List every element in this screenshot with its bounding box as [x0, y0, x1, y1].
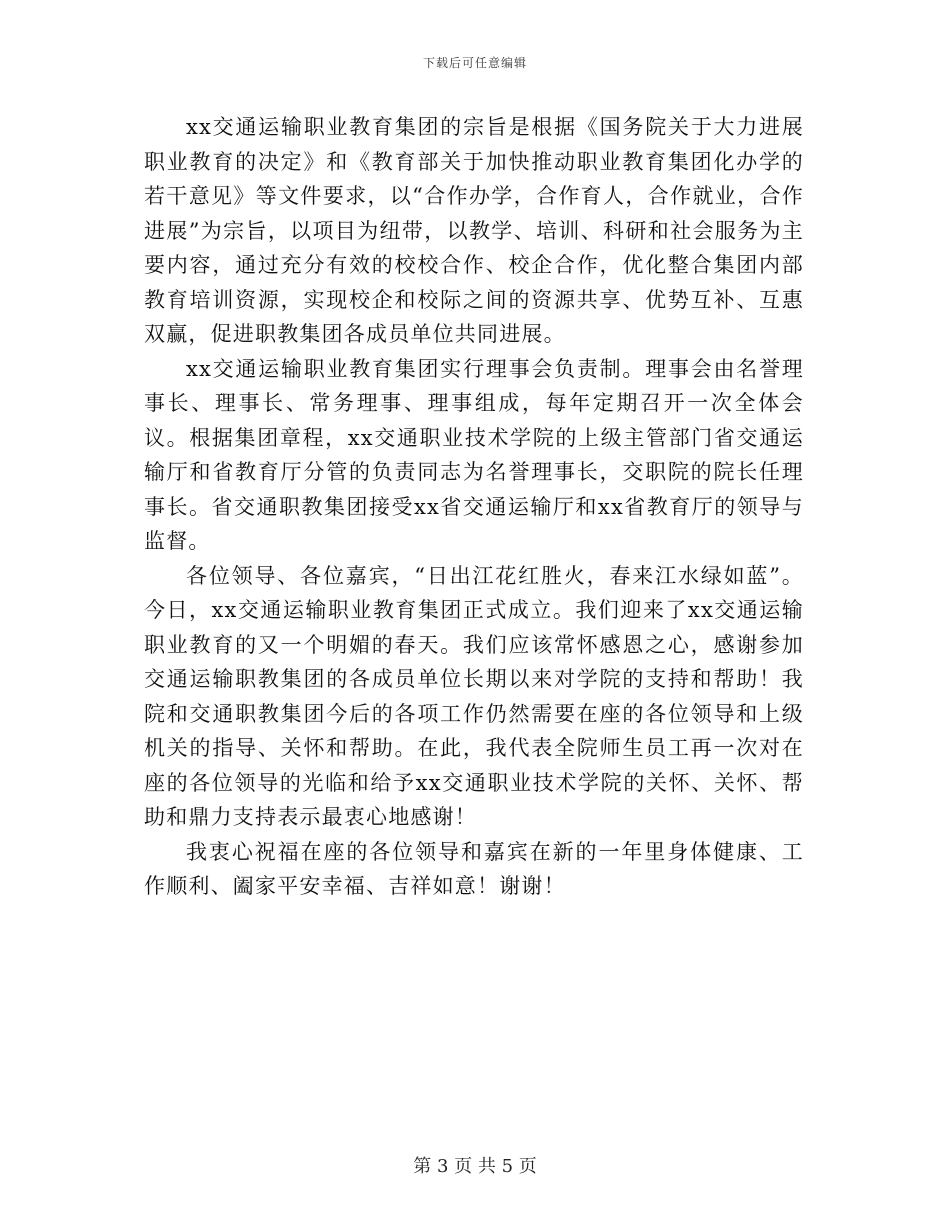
- paragraph-governance: xx交通运输职业教育集团实行理事会负责制。理事会由名誉理事长、理事长、常务理事、理事组成，每年定期召开一次全体会议。根据集团章程，xx交通职业技术学院的上级主管部门省交通运输厅和省教育厅分管的负责同志为名誉理事长，交职院的院长任理事长。省交通职教集团接受xx省交通运输厅和xx省教育厅的领导与监督。: [144, 356, 804, 553]
- paragraph-gratitude: 各位领导、各位嘉宾，“日出江花红胜火，春来江水绿如蓝”。今日，xx交通运输职业教育集团正式成立。我们迎来了xx交通运输职业教育的又一个明媚的春天。我们应该常怀感恩之心，感谢参加交通运输职教集团的各成员单位长期以来对学院的支持和帮助！我院和交通职教集团今后的各项工作仍然需要在座的各位领导和上级机关的指导、关怀和帮助。在此，我代表全院师生员工再一次对在座的各位领导的光临和给予xx交通职业技术学院的关怀、关怀、帮助和鼎力支持表示最衷心地感谢！: [144, 563, 804, 829]
- page-number: 第 3 页 共 5 页: [413, 1156, 537, 1177]
- document-body: [144, 110, 804, 904]
- paragraph-purpose: xx交通运输职业教育集团的宗旨是根据《国务院关于大力进展职业教育的决定》和《教育部关于加快推动职业教育集团化办学的若干意见》等文件要求，以“合作办学，合作育人，合作就业，合作进展”为宗旨，以项目为纽带，以教学、培训、科研和社会服务为主要内容，通过充分有效的校校合作、校企合作，优化整合集团内部教育培训资源，实现校企和校际之间的资源共享、优势互补、互惠双赢，促进职教集团各成员单位共同进展。: [144, 115, 804, 346]
- paragraph-closing: 我衷心祝福在座的各位领导和嘉宾在新的一年里身体健康、工作顺利、阖家平安幸福、吉祥如意！谢谢！: [144, 839, 804, 898]
- page-header: 下载后可任意编辑: [422, 56, 527, 70]
